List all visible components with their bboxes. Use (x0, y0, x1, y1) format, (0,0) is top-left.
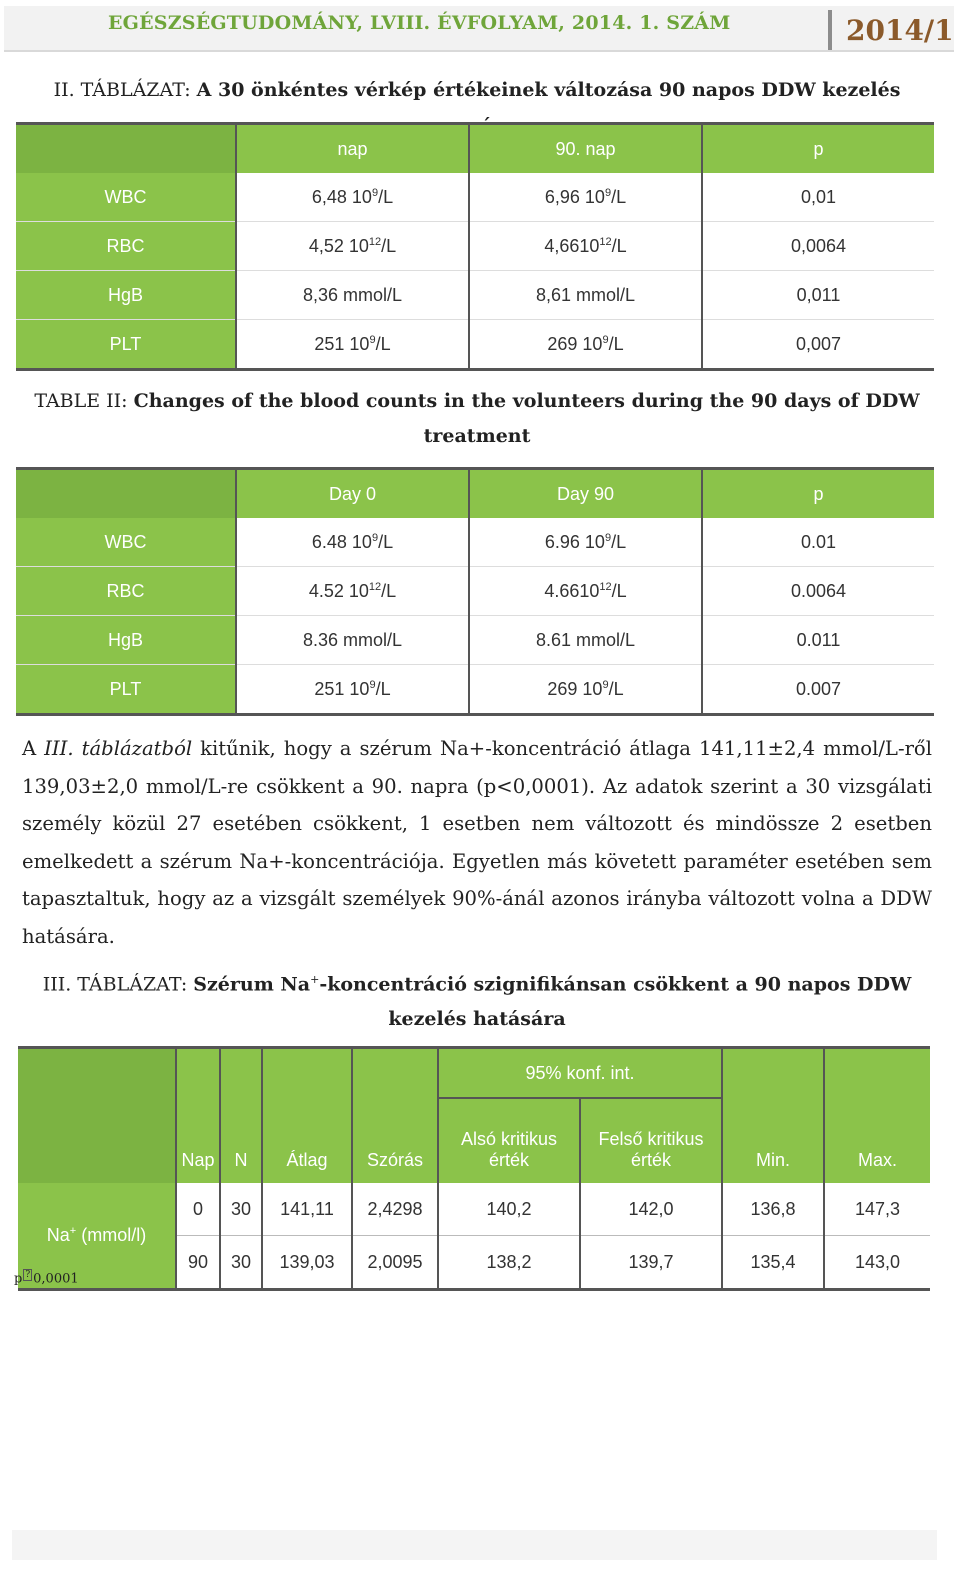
cell-value: 6,96 10 (544, 186, 605, 207)
table-cell (469, 567, 702, 616)
table-cell (236, 271, 469, 320)
table-cell: 141,11 (262, 1183, 352, 1236)
column-header: Day 90 (469, 469, 702, 519)
row-header (16, 173, 236, 222)
row-header (16, 616, 236, 665)
table-cell (469, 518, 702, 567)
table2-en-caption (22, 384, 932, 454)
cell-unit: /L (611, 186, 627, 207)
row-label-sup: + (69, 1225, 77, 1237)
missing-glyph-icon: ? (25, 1270, 31, 1280)
table-cell (469, 173, 702, 222)
row-header (16, 665, 236, 715)
table-cell (236, 616, 469, 665)
table-cell (236, 567, 469, 616)
table-reference: III. táblázatból (44, 737, 193, 760)
row-label: Na (46, 1225, 70, 1245)
table-row (16, 320, 934, 370)
table-cell: 139,7 (580, 1236, 722, 1290)
table-cell (236, 665, 469, 715)
table-cell (469, 222, 702, 271)
cell-unit: /L (611, 235, 627, 256)
caption-sup: + (310, 973, 320, 986)
column-header: Szórás (352, 1048, 438, 1184)
table-cell: 140,2 (438, 1183, 580, 1236)
table-cell (236, 173, 469, 222)
table-cell (469, 665, 702, 715)
table-cell: 135,4 (722, 1236, 824, 1290)
row-label-unit: (mmol/l) (76, 1225, 147, 1245)
cell-unit: /L (608, 678, 624, 699)
column-header: p (702, 469, 934, 519)
body-paragraph (22, 730, 932, 956)
column-header: Nap (176, 1048, 220, 1184)
column-header: Min. (722, 1048, 824, 1184)
table-cell: 136,8 (722, 1183, 824, 1236)
cell-value: PLT (109, 678, 142, 699)
column-header: Max. (824, 1048, 930, 1184)
caption-prefix: II. TÁBLÁZAT: (53, 79, 197, 101)
table-row (16, 222, 934, 271)
cell-value: 4,52 10 (308, 235, 369, 256)
row-header (16, 320, 236, 370)
cell-value: HgB (107, 629, 143, 650)
table-cell (236, 518, 469, 567)
cell-value: 269 10 (547, 678, 603, 699)
cell-unit: /L (381, 235, 397, 256)
table-cell: 143,0 (824, 1236, 930, 1290)
cell-unit: /L (378, 186, 394, 207)
cell-value: 0,011 (796, 284, 841, 305)
group-header: 95% konf. int. (438, 1048, 722, 1099)
table-corner (16, 469, 236, 519)
cell-value: 0.011 (796, 629, 841, 650)
table-cell (702, 271, 934, 320)
cell-exponent: 9 (371, 531, 379, 544)
cell-unit: /L (375, 333, 391, 354)
cell-unit: /L (611, 580, 627, 601)
row-header (16, 271, 236, 320)
cell-value: RBC (106, 235, 145, 256)
cell-exponent: 12 (599, 235, 612, 248)
issue-number: 2014/1 (846, 14, 954, 47)
cell-value: 6.96 10 (544, 531, 605, 552)
table-row (16, 567, 934, 616)
caption-title: Szérum Na (193, 973, 311, 996)
table-cell: 30 (220, 1236, 262, 1290)
row-header (16, 567, 236, 616)
table-cell (702, 616, 934, 665)
table-row (16, 173, 934, 222)
cell-unit: /L (611, 531, 627, 552)
table-row (16, 271, 934, 320)
column-header: N (220, 1048, 262, 1184)
column-header: nap (236, 124, 469, 174)
caption-title-continued: treatment (423, 425, 531, 447)
row-header (16, 518, 236, 567)
cell-exponent: 9 (371, 186, 379, 199)
table-cell (702, 518, 934, 567)
table-cell: 147,3 (824, 1183, 930, 1236)
header-divider (828, 10, 832, 50)
cell-unit: /L (381, 580, 397, 601)
cell-value: 4,6610 (544, 235, 600, 256)
cell-value: WBC (104, 531, 147, 552)
column-header: 90. nap (469, 124, 702, 174)
table2-en (16, 467, 934, 716)
cell-value: 251 10 (314, 333, 370, 354)
cell-value: 0.0064 (790, 580, 847, 601)
column-header: Felső kritikus érték (580, 1098, 722, 1183)
table-corner (16, 124, 236, 174)
row-header (16, 222, 236, 271)
cell-value: 6,48 10 (311, 186, 372, 207)
table-cell (236, 222, 469, 271)
caption-title-line2: kezelés hatására (388, 1008, 566, 1031)
cell-value: PLT (109, 333, 142, 354)
cell-exponent: 9 (604, 531, 612, 544)
cell-unit: /L (378, 531, 394, 552)
table3 (18, 1046, 930, 1291)
column-header: p (702, 124, 934, 174)
table2-hu (16, 122, 934, 371)
cell-unit: /L (375, 678, 391, 699)
cell-value: 269 10 (547, 333, 603, 354)
table-cell: 2,4298 (352, 1183, 438, 1236)
page-footer (12, 1530, 937, 1560)
caption-title-continued: -koncentráció szignifikánsan csökkent a 90 napos DDW (319, 973, 912, 996)
cell-value: 8.36 mmol/L (302, 629, 403, 650)
cell-exponent: 9 (369, 333, 376, 346)
table-corner (18, 1048, 176, 1184)
table-cell (236, 320, 469, 370)
table-cell (702, 173, 934, 222)
cell-value: 0.01 (800, 531, 837, 552)
footnote-value: 0,0001 (33, 1271, 79, 1287)
table-cell: 139,03 (262, 1236, 352, 1290)
table-cell: 30 (220, 1183, 262, 1236)
cell-exponent: 9 (604, 186, 612, 199)
cell-exponent: 12 (599, 580, 612, 593)
paragraph-start: A (22, 737, 45, 760)
paragraph-text: kitűnik, hogy a szérum Na+-koncentráció átlaga 141,11±2,4 mmol/L-ről 139,03±2,0 mmol/L-re csökkent a 90. napra (p<0,0001). Az adatok szerint a 30 vizsgálati személy közül 27 esetében csökkent, 1 esetben nem változott és mindössze 2 esetben emelkedett a szérum Na+-koncentrációja. Egyetlen más követett paraméter esetében sem tapasztaltuk, hogy az a vizsgált személyek 90%-ánál azonos irányba változott volna a DDW hatására. (22, 737, 932, 948)
cell-value: 4.52 10 (308, 580, 369, 601)
column-header: Átlag (262, 1048, 352, 1184)
table-cell: 0 (176, 1183, 220, 1236)
table-cell: 90 (176, 1236, 220, 1290)
table3-footnote (14, 1270, 79, 1286)
cell-value: 251 10 (314, 678, 370, 699)
cell-value: 8,36 mmol/L (302, 284, 403, 305)
footnote-p: p (14, 1271, 23, 1287)
table-cell: 138,2 (438, 1236, 580, 1290)
table-cell (702, 320, 934, 370)
cell-exponent: 9 (602, 333, 609, 346)
cell-exponent: 12 (368, 580, 382, 593)
caption-prefix: TABLE II: (34, 390, 134, 412)
cell-exponent: 9 (602, 678, 609, 691)
table-cell (702, 567, 934, 616)
cell-value: WBC (104, 186, 147, 207)
cell-unit: /L (608, 333, 624, 354)
table3-caption (22, 962, 932, 1037)
cell-value: 4.6610 (544, 580, 600, 601)
cell-value: HgB (107, 284, 143, 305)
caption-prefix: III. TÁBLÁZAT: (42, 973, 194, 996)
table-cell (469, 271, 702, 320)
cell-value: 8.61 mmol/L (535, 629, 636, 650)
table-cell: 142,0 (580, 1183, 722, 1236)
cell-value: 6.48 10 (311, 531, 372, 552)
table-row (16, 518, 934, 567)
cell-value: 0,0064 (790, 235, 847, 256)
table-cell (702, 222, 934, 271)
table-row (16, 616, 934, 665)
cell-value: 0,007 (795, 333, 842, 354)
caption-title: Changes of the blood counts in the volunteers during the 90 days of DDW (133, 390, 920, 412)
cell-value: 0.007 (795, 678, 842, 699)
cell-exponent: 12 (368, 235, 382, 248)
cell-value: 0,01 (800, 186, 837, 207)
column-header: Day 0 (236, 469, 469, 519)
table-cell (469, 616, 702, 665)
page-header (4, 6, 954, 52)
table-cell (702, 665, 934, 715)
column-header: Alsó kritikus érték (438, 1098, 580, 1183)
journal-title: EGÉSZSÉGTUDOMÁNY, LVIII. ÉVFOLYAM, 2014. 1. SZÁM (108, 12, 731, 34)
cell-value: RBC (106, 580, 145, 601)
caption-title: A 30 önkéntes vérkép értékeinek változása 90 napos DDW kezelés (196, 79, 901, 101)
table-row (16, 665, 934, 715)
table-cell: 2,0095 (352, 1236, 438, 1290)
table-cell (469, 320, 702, 370)
cell-value: 8,61 mmol/L (535, 284, 636, 305)
cell-exponent: 9 (369, 678, 376, 691)
